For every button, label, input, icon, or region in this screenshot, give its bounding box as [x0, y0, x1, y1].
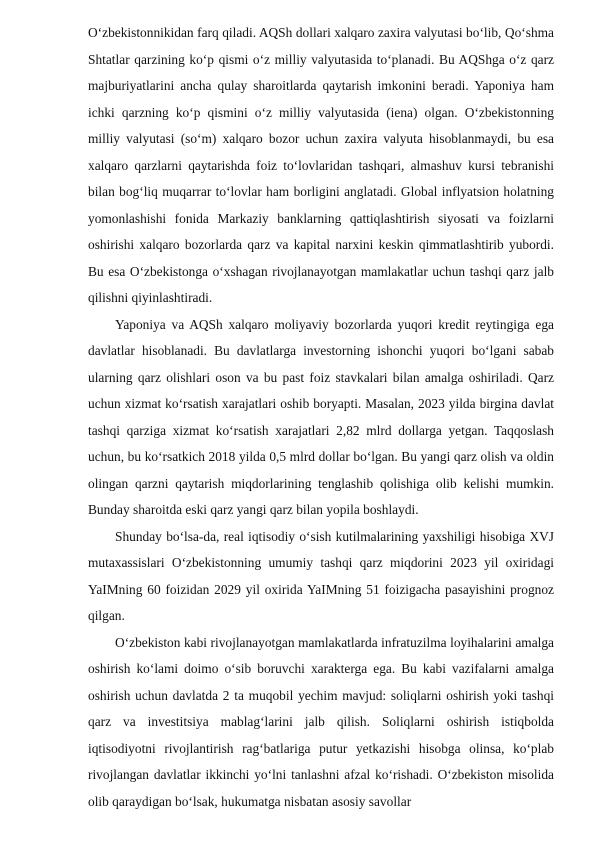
paragraph-credit-ratings: Yaponiya va AQSh xalqaro moliyaviy bozorlarda yuqori kredit reytingiga ega davlatlar hisoblanadi. Bu davlatlarga investorning ishonchi yuqori bo‘lgani sabab ularning qarz olishlari oson va bu past foiz stavkalari bilan amalga oshiriladi. Qarz uchun xizmat ko‘rsatish xarajatlari oshib boryapti. Masalan, 2023 yilda birgina davlat tashqi qarziga xizmat ko‘rsatish xarajatlari 2,82 mlrd dollarga yetgan. Taqqoslash uchun, bu ko‘rsatkich 2018 yilda 0,5 mlrd dollar bo‘lgan. Bu yangi qarz olish va oldin olingan qarzni qaytarish miqdorlarining tenglashib qolishiga olib kelishi mumkin. Bunday sharoitda eski qarz yangi qarz bilan yopila boshlaydi.: [88, 316, 554, 517]
document-page: [88, 20, 554, 815]
paragraph-continuation: O‘zbekistonnikidan farq qiladi. AQSh dollari xalqaro zaxira valyutasi bo‘lib, Qo‘shma Shtatlar qarzining ko‘p qismi o‘z milliy valyutasida to‘planadi. Bu AQShga o‘z qarz majburiyatlarini ancha qulay sharoitlarda qaytarish imkonini beradi. Yaponiya ham ichki qarzning ko‘p qismini o‘z milliy valyutasida (iena) olgan. O‘zbekistonning milliy valyutasi (so‘m) xalqaro bozor uchun zaxira valyuta hisoblanmaydi, bu esa xalqaro qarzlarni qaytarishda foiz to‘lovlaridan tashqari, almashuv kursi tebranishi bilan bog‘liq muqarrar to‘lovlar ham borligini anglatadi. Global inflyatsion holatning yomonlashishi fonida Markaziy banklarning qattiqlashtirish siyosati va foizlarni oshirishi xalqaro bozorlarda qarz va kapital narxini keskin qimmatlashtirib yubordi. Bu esa O‘zbekistonga o‘xshagan rivojlanayotgan mamlakatlar uchun tashqi qarz jalb qilishni qiyinlashtiradi.: [88, 25, 554, 305]
paragraph-infrastructure: O‘zbekiston kabi rivojlanayotgan mamlakatlarda infratuzilma loyihalarini amalga oshirish ko‘lami doimo o‘sib boruvchi xarakterga ega. Bu kabi vazifalarni amalga oshirish uchun davlatda 2 ta muqobil yechim mavjud: soliqlarni oshirish yoki tashqi qarz va investitsiya mablag‘larini jalb qilish. Soliqlarni oshirish istiqbolda iqtisodiyotni rivojlantirish rag‘batlariga putur yetkazishi hisobga olinsa, ko‘plab rivojlangan davlatlar ikkinchi yo‘lni tanlashni afzal ko‘rishadi. O‘zbekiston misolida olib qaraydigan bo‘lsak, hukumatga nisbatan asosiy savollar: [88, 634, 554, 809]
paragraph-imf-forecast: Shunday bo‘lsa-da, real iqtisodiy o‘sish kutilmalarining yaxshiligi hisobiga XVJ mutaxassislari O‘zbekistonning umumiy tashqi qarz miqdorini 2023 yil oxiridagi YaIMning 60 foizidan 2029 yil oxirida YaIMning 51 foizigacha pasayishini prognoz qilgan.: [88, 528, 554, 623]
